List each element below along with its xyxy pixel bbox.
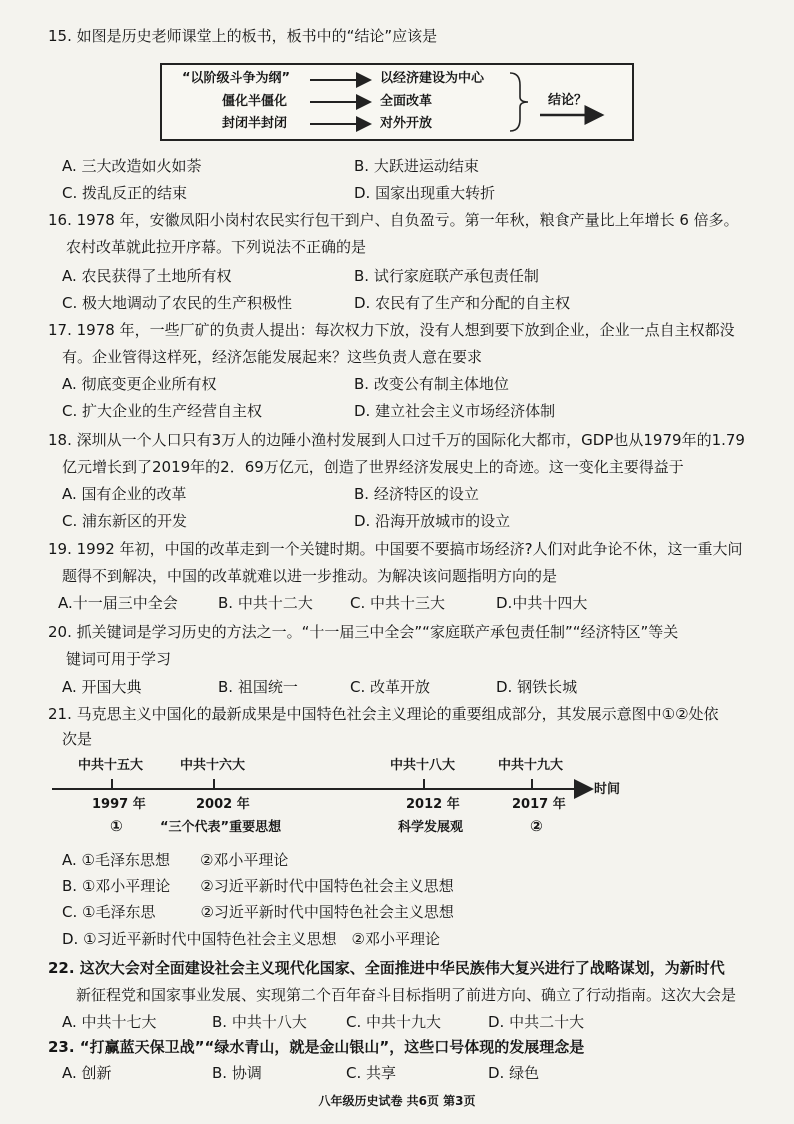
q18-option-a[interactable]: A. 国有企业的改革 [62,485,187,503]
q16-option-b[interactable]: B. 试行家庭联产承包责任制 [354,267,539,285]
q21-option-d[interactable]: D. ①习近平新时代中国特色社会主义思想 ②邓小平理论 [62,930,440,948]
board-right-2: 全面改革 [380,94,433,109]
congress-15: 中共十五大 [78,758,144,773]
q16-option-d[interactable]: D. 农民有了生产和分配的自主权 [354,294,571,312]
q19-stem-line1: 19. 1992 年初，中国的改革走到一个关键时期。中国要不要搞市场经济?人们对此争论不休，这一重大问 [48,540,743,558]
board-right-3: 对外开放 [380,116,433,131]
board-left-1: “以阶级斗争为纲” [182,71,291,86]
q16-stem-line1: 16. 1978 年，安徽凤阳小岗村农民实行包干到户、自负盈亏。第一年秋，粮食产量比上年增长 6 倍多。 [48,211,739,229]
year-2012: 2012 年 [406,797,460,812]
q15-option-d[interactable]: D. 国家出现重大转折 [354,184,496,202]
q23-option-d[interactable]: D. 绿色 [488,1064,540,1082]
q21-option-a[interactable]: A. ①毛泽东思想 ②邓小平理论 [62,851,289,869]
q22-option-a[interactable]: A. 中共十七大 [62,1013,157,1031]
q22-option-c[interactable]: C. 中共十九大 [346,1013,442,1031]
q21-stem-line1: 21. 马克思主义中国化的最新成果是中国特色社会主义理论的重要组成部分，其发展示意图中①②处依 [48,705,719,723]
q22-stem-line1: 22. 这次大会对全面建设社会主义现代化国家、全面推进中华民族伟大复兴进行了战略谋划，为新时代 [48,959,725,977]
congress-18: 中共十八大 [390,758,456,773]
q18-option-d[interactable]: D. 沿海开放城市的设立 [354,512,511,530]
q21-option-c[interactable]: C. ①毛泽东思 ②习近平新时代中国特色社会主义思想 [62,903,454,921]
q17-option-a[interactable]: A. 彻底变更企业所有权 [62,375,217,393]
q19-option-c[interactable]: C. 中共十三大 [350,594,446,612]
year-2002: 2002 年 [196,797,250,812]
q22-option-d[interactable]: D. 中共二十大 [488,1013,585,1031]
q15-stem: 15. 如图是历史老师课堂上的板书，板书中的“结论”应该是 [48,27,438,45]
congress-19: 中共十九大 [498,758,564,773]
board-left-2: 僵化半僵化 [222,94,288,109]
q20-option-d[interactable]: D. 钢铁长城 [496,678,578,696]
scientific-outlook-label: 科学发展观 [398,820,464,835]
q22-option-b[interactable]: B. 中共十八大 [212,1013,307,1031]
year-2017: 2017 年 [512,797,566,812]
q20-stem-line1: 20. 抓关键词是学习历史的方法之一。“十一届三中全会”“家庭联产承包责任制”“经济特区”等关 [48,623,679,641]
q20-option-b[interactable]: B. 祖国统一 [218,678,298,696]
q17-option-d[interactable]: D. 建立社会主义市场经济体制 [354,402,556,420]
q18-stem-line2: 亿元增长到了2019年的2．69万亿元，创造了世界经济发展史上的奇迹。这一变化主要得益于 [62,458,684,476]
q15-option-b[interactable]: B. 大跃进运动结束 [354,157,479,175]
congress-16: 中共十六大 [180,758,246,773]
q17-option-b[interactable]: B. 改变公有制主体地位 [354,375,509,393]
board-left-3: 封闭半封闭 [222,116,288,131]
timeline-axis-label: 时间 [594,782,621,797]
q19-option-b[interactable]: B. 中共十二大 [218,594,313,612]
q15-option-c[interactable]: C. 拨乱反正的结束 [62,184,188,202]
q23-stem: 23. “打赢蓝天保卫战”“绿水青山，就是金山银山”，这些口号体现的发展理念是 [48,1038,585,1056]
q20-option-a[interactable]: A. 开国大典 [62,678,142,696]
page-footer: 八年级历史试卷 共6页 第3页 [318,1094,476,1108]
marker-1: ① [110,817,123,835]
q23-option-a[interactable]: A. 创新 [62,1064,112,1082]
q16-stem-line2: 农村改革就此拉开序幕。下列说法不正确的是 [66,238,367,256]
q21-stem-line2: 次是 [62,730,93,748]
board-right-1: 以经济建设为中心 [380,71,485,86]
q18-stem-line1: 18. 深圳从一个人口只有3万人的边陲小渔村发展到人口过千万的国际化大都市，GDP也从1979年的1.79 [48,431,745,449]
q20-option-c[interactable]: C. 改革开放 [350,678,431,696]
q19-option-a[interactable]: A.十一届三中全会 [58,594,178,612]
marker-2: ② [530,817,543,835]
q19-stem-line2: 题得不到解决，中国的改革就难以进一步推动。为解决该问题指明方向的是 [62,567,558,585]
q19-option-d[interactable]: D.中共十四大 [496,594,588,612]
q23-option-b[interactable]: B. 协调 [212,1064,262,1082]
q16-option-a[interactable]: A. 农民获得了土地所有权 [62,267,232,285]
q20-stem-line2: 键词可用于学习 [66,650,172,668]
q17-stem-line1: 17. 1978 年，一些厂矿的负责人提出：每次权力下放，没有人想到要下放到企业，企业一点自主权都没 [48,321,735,339]
q15-option-a[interactable]: A. 三大改造如火如荼 [62,157,202,175]
q18-option-b[interactable]: B. 经济特区的设立 [354,485,479,503]
q17-option-c[interactable]: C. 扩大企业的生产经营自主权 [62,402,263,420]
q22-stem-line2: 新征程党和国家事业发展、实现第二个百年奋斗目标指明了前进方向、确立了行动指南。这次大会是 [76,986,737,1004]
q16-option-c[interactable]: C. 极大地调动了农民的生产积极性 [62,294,293,312]
q23-option-c[interactable]: C. 共享 [346,1064,397,1082]
board-conclusion: 结论？ [548,93,588,108]
year-1997: 1997 年 [92,797,146,812]
q18-option-c[interactable]: C. 浦东新区的开发 [62,512,188,530]
q15-blackboard-diagram [160,63,634,141]
q21-option-b[interactable]: B. ①邓小平理论 ②习近平新时代中国特色社会主义思想 [62,877,454,895]
brace [510,73,528,131]
q17-stem-line2: 有。企业管得这样死，经济怎能发展起来？这些负责人意在要求 [62,348,483,366]
three-represents-label: “三个代表”重要思想 [160,820,282,835]
